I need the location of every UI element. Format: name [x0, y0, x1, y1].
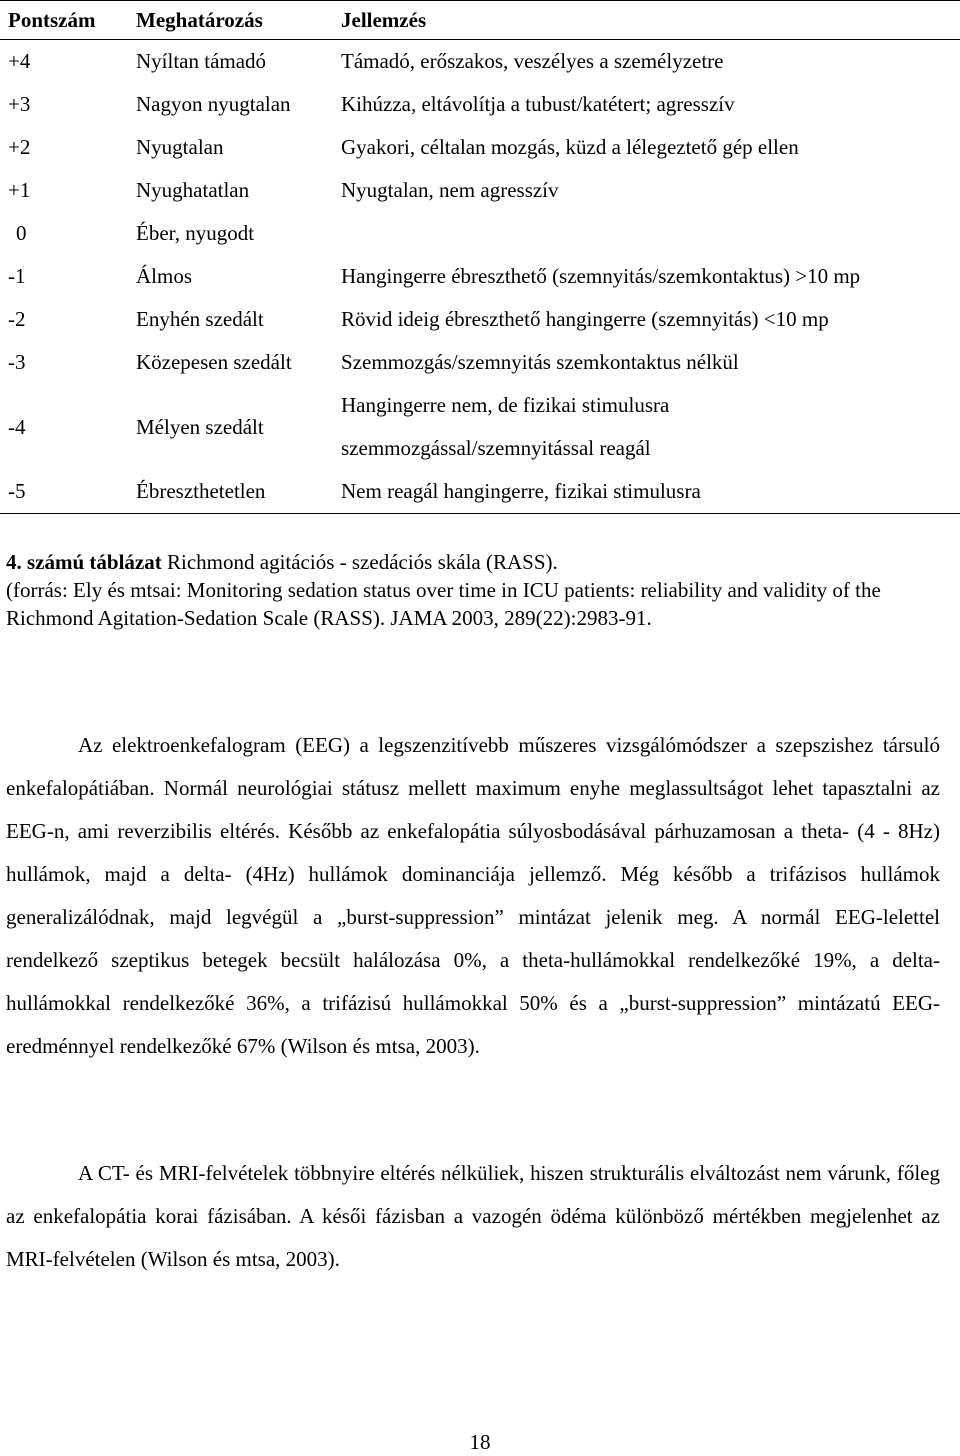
- description-cell: Támadó, erőszakos, veszélyes a személyzetre: [341, 49, 724, 73]
- score-cell: +3: [8, 92, 31, 116]
- score-cell: +1: [8, 178, 31, 202]
- score-cell: -5: [8, 479, 26, 503]
- definition-cell: Közepesen szedált: [136, 350, 292, 374]
- caption-source: (forrás: Ely és mtsai: Monitoring sedation status over time in ICU patients: reliability and validity of the Richmond Agitation-Sedation Scale (RASS). JAMA 2003, 289(22):2983-91.: [6, 578, 881, 630]
- page-number: 18: [469, 1430, 491, 1454]
- table-caption: [6, 548, 956, 632]
- score-cell: +4: [8, 49, 31, 73]
- definition-cell: Nyíltan támadó: [136, 49, 267, 73]
- table-row: [0, 470, 960, 514]
- definition-cell: Éber, nyugodt: [136, 221, 255, 245]
- header-description: Jellemzés: [341, 7, 427, 32]
- caption-label: 4. számú táblázat: [6, 550, 162, 574]
- description-cell: [341, 212, 960, 255]
- description-cell: Szemmozgás/szemnyitás szemkontaktus nélkül: [341, 350, 739, 374]
- description-cell: Rövid ideig ébreszthető hangingerre (szemnyitás) <10 mp: [341, 307, 829, 331]
- definition-cell: Nagyon nyugtalan: [136, 92, 291, 116]
- table-header-row: [0, 1, 960, 40]
- definition-cell: Mélyen szedált: [136, 414, 264, 439]
- table-row: [0, 384, 960, 470]
- description-cell: Gyakori, céltalan mozgás, küzd a lélegeztető gép ellen: [341, 135, 799, 159]
- description-cell: Nem reagál hangingerre, fizikai stimulusra: [341, 479, 701, 503]
- table-row: [0, 212, 960, 255]
- table-row: [0, 40, 960, 84]
- table-row: [0, 255, 960, 298]
- paragraph-ct-mri: A CT- és MRI-felvételek többnyire eltérés nélküliek, hiszen strukturális elváltozást nem várunk, főleg az enkefalopátia korai fázisában. A késői fázisban a vazogén ödéma különböző mértékben megjelenhet az MRI-felvételen (Wilson és mtsa, 2003).: [6, 1161, 940, 1271]
- description-cell: [341, 384, 960, 470]
- table-row: [0, 169, 960, 212]
- description-cell: Kihúzza, eltávolítja a tubust/katétert; agresszív: [341, 92, 735, 116]
- table-row: [0, 126, 960, 169]
- score-cell: -1: [8, 264, 26, 288]
- table-row: [0, 298, 960, 341]
- definition-cell: Nyugtalan: [136, 135, 224, 159]
- score-cell: 0: [16, 221, 27, 245]
- table-row: [0, 341, 960, 384]
- definition-cell: Álmos: [136, 264, 193, 288]
- description-cell: Hangingerre ébreszthető (szemnyitás/szemkontaktus) >10 mp: [341, 264, 861, 288]
- description-line: szemmozgással/szemnyitással reagál: [341, 436, 651, 460]
- caption-title-line: [6, 548, 956, 576]
- description-line: Hangingerre nem, de fizikai stimulusra: [341, 393, 670, 417]
- score-cell: +2: [8, 135, 31, 159]
- definition-cell: Ébreszthetetlen: [136, 479, 266, 503]
- definition-cell: Enyhén szedált: [136, 307, 264, 331]
- description-cell: Nyugtalan, nem agresszív: [341, 178, 559, 202]
- score-cell: -2: [8, 307, 26, 331]
- table-row: [0, 83, 960, 126]
- score-cell: -4: [8, 414, 26, 439]
- header-score: Pontszám: [8, 7, 96, 32]
- rass-table: [0, 0, 960, 514]
- definition-cell: Nyughatatlan: [136, 178, 250, 202]
- score-cell: -3: [8, 350, 26, 374]
- header-definition: Meghatározás: [136, 7, 263, 32]
- caption-title: Richmond agitációs - szedációs skála (RASS).: [161, 550, 558, 574]
- paragraph-eeg: Az elektroenkefalogram (EEG) a legszenzitívebb műszeres vizsgálómódszer a szepszishez társuló enkefalopátiában. Normál neurológiai státusz mellett maximum enyhe meglassultságot lehet tapasztalni az EEG-n, ami reverzibilis eltérés. Később az enkefalopátia súlyosbodásával párhuzamosan a theta- (4 - 8Hz) hullámok, majd a delta- (4Hz) hullámok dominanciája jellemző. Még később a trifázisos hullámok generalizálódnak, majd legvégül a „burst-suppression” mintázat jelenik meg. A normál EEG-lelettel rendelkező szeptikus betegek becsült halálozása 0%, a theta-hullámokkal rendelkezőké 19%, a delta-hullámokkal rendelkezőké 36%, a trifázisú hullámokkal 50% és a „burst-suppression” mintázatú EEG-eredménnyel rendelkezőké 67% (Wilson és mtsa, 2003).: [6, 733, 940, 1058]
